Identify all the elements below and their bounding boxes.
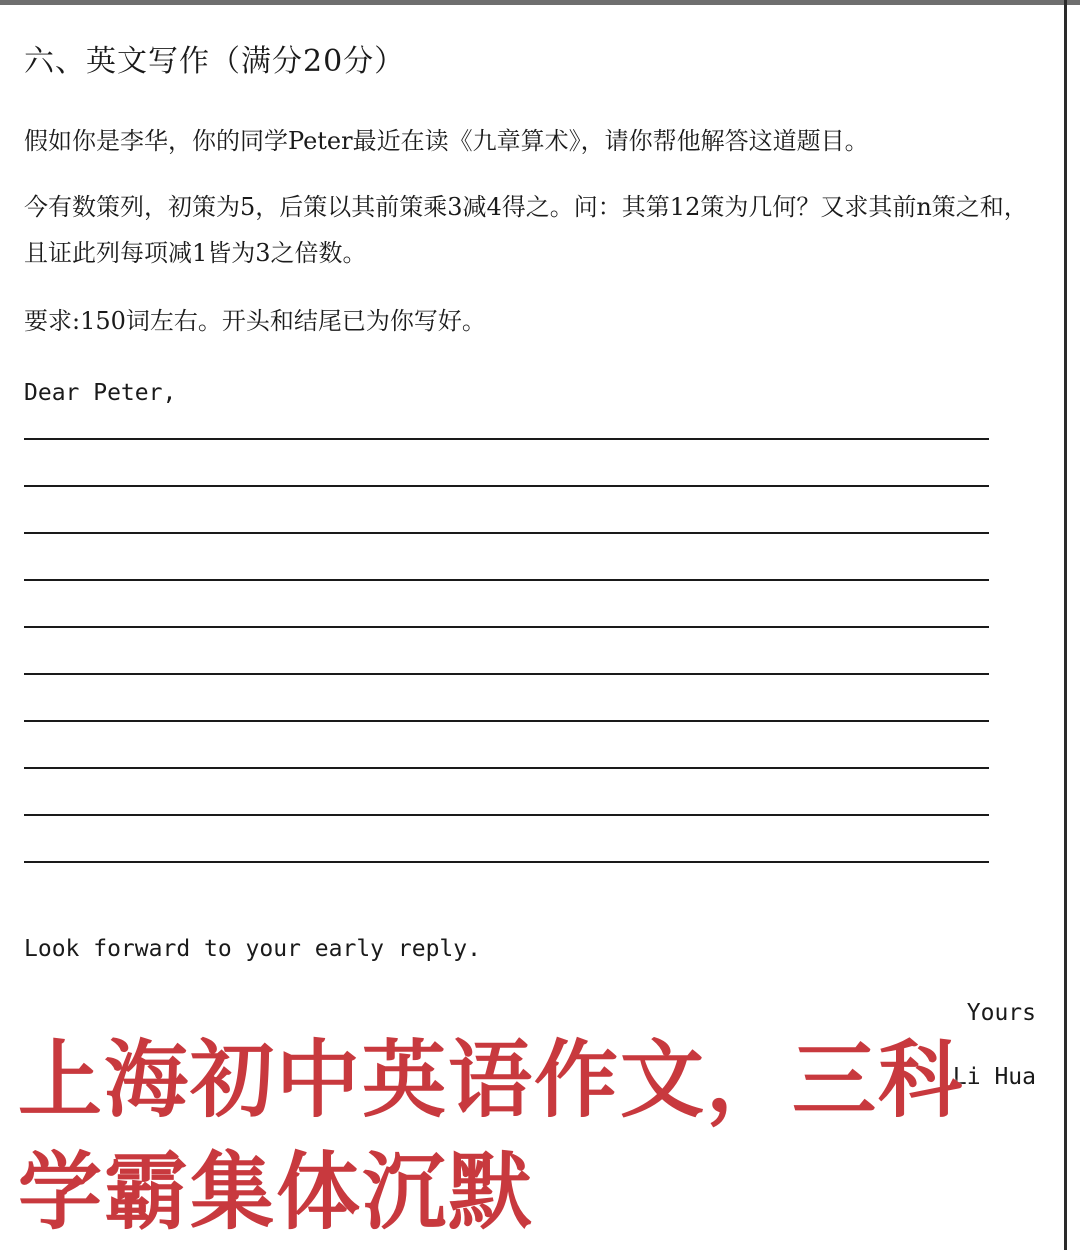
writing-line (24, 767, 989, 769)
writing-line (24, 626, 989, 628)
letter-signature: Li Hua (952, 1064, 1036, 1090)
writing-line (24, 814, 989, 816)
writing-line (24, 579, 989, 581)
overlay-caption-line-1: 上海初中英语作文，三科 (18, 1031, 965, 1129)
top-edge-bar (0, 0, 1080, 5)
writing-line (24, 720, 989, 722)
page-right-border (1064, 0, 1067, 1250)
writing-line (24, 673, 989, 675)
writing-line (24, 532, 989, 534)
writing-line (24, 485, 989, 487)
letter-salutation: Dear Peter, (24, 380, 177, 406)
writing-line (24, 438, 989, 440)
writing-line (24, 861, 989, 863)
letter-sign-off: Yours (966, 1000, 1036, 1026)
overlay-caption-line-2: 学霸集体沉默 (18, 1143, 535, 1241)
letter-closing: Look forward to your early reply. (24, 936, 481, 962)
section-title: 六、英文写作（满分20分） (24, 44, 406, 79)
writing-lines (24, 438, 989, 908)
prompt-problem: 今有数策列，初策为5，后策以其前策乘3减4得之。问：其第12策为几何？又求其前n策之和，且证此列每项减1皆为3之倍数。 (24, 193, 1028, 267)
prompt-requirement: 要求:150词左右。开头和结尾已为你写好。 (24, 307, 486, 335)
prompt-intro: 假如你是李华，你的同学Peter最近在读《九章算术》，请你帮他解答这道题目。 (24, 127, 869, 155)
